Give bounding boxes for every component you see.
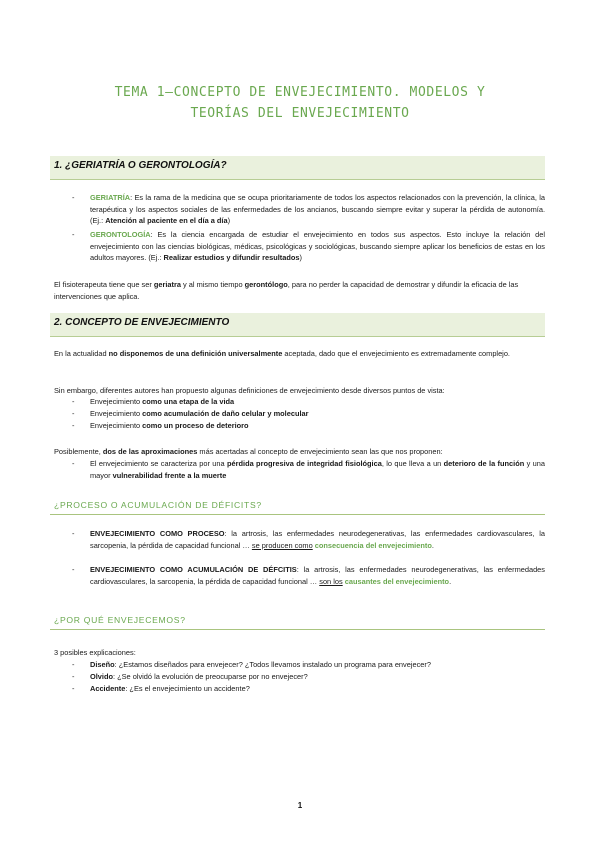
page-title bbox=[60, 82, 540, 124]
section-1-heading-band bbox=[50, 156, 545, 180]
bullet-dash: - bbox=[72, 193, 75, 202]
bullet-dash: - bbox=[72, 459, 75, 468]
bullet-dash: - bbox=[72, 421, 75, 430]
definition-list-item: Envejecimiento como un proceso de deterioro bbox=[90, 421, 249, 430]
bullet-dash: - bbox=[72, 672, 75, 681]
explanation-item: Olvido: ¿Se olvidó la evolución de preocuparse por no envejecer? bbox=[90, 672, 308, 681]
section-2-heading: 2. CONCEPTO DE ENVEJECIMIENTO bbox=[54, 317, 230, 328]
subsection-2-heading: ¿POR QUÉ ENVEJECEMOS? bbox=[54, 615, 186, 625]
accumulation-item: ENVEJECIMIENTO COMO ACUMULACIÓN DE DÉFCITIS: la artrosis, las enfermedades neurodegenerativas, las enfermedades cardiovasculares, la sarcopenia, la pérdida de capacidad funcional … son los causantes del envejecimiento. bbox=[90, 565, 545, 586]
process-item: ENVEJECIMIENTO COMO PROCESO: la artrosis, las enfermedades neurodegenerativas, las enfermedades cardiovasculares, la sarcopenia, la pérdida de capacidad funcional … se producen como consecuencia del envejecimiento. bbox=[90, 529, 545, 550]
bullet-dash: - bbox=[72, 409, 75, 418]
definition-list-item: Envejecimiento como una etapa de la vida bbox=[90, 397, 235, 406]
section-2-paragraph-3: Posiblemente, dos de las aproximaciones más acertadas al concepto de envejecimiento sean las que nos proponen: bbox=[54, 447, 443, 456]
explanation-item: Accidente: ¿Es el envejecimiento un accidente? bbox=[90, 684, 250, 693]
geriatria-term: GERIATRÍA bbox=[90, 193, 131, 202]
subsection-1-heading: ¿PROCESO O ACUMULACIÓN DE DÉFICITS? bbox=[54, 500, 262, 510]
bullet-dash: - bbox=[72, 660, 75, 669]
explanations-intro: 3 posibles explicaciones: bbox=[54, 648, 136, 657]
explanation-item: Diseño: ¿Estamos diseñados para envejecer? ¿Todos llevamos instalado un programa para envejecer? bbox=[90, 660, 431, 669]
bullet-dash: - bbox=[72, 684, 75, 693]
gerontologia-term: GERONTOLOGÍA bbox=[90, 230, 151, 239]
definition-list-item: Envejecimiento como acumulación de daño celular y molecular bbox=[90, 409, 309, 418]
section-2-paragraph-1: En la actualidad no disponemos de una definición universalmente aceptada, dado que el envejecimiento es extremadamente complejo. bbox=[54, 349, 510, 358]
subsection-2-rule bbox=[50, 629, 545, 630]
title-line-1: TEMA 1–CONCEPTO DE ENVEJECIMIENTO. MODELOS Y bbox=[114, 85, 486, 100]
bullet-dash: - bbox=[72, 397, 75, 406]
aging-definition-item: El envejecimiento se caracteriza por una pérdida progresiva de integridad fisiológica, lo que lleva a un deterioro de la función y una mayor vulnerabilidad frente a la muerte bbox=[90, 459, 545, 480]
bullet-dash: - bbox=[72, 565, 75, 574]
subsection-1-rule bbox=[50, 514, 545, 515]
geriatria-example: Atención al paciente en el día a día bbox=[105, 216, 228, 225]
section-1-paragraph: El fisioterapeuta tiene que ser geriatra y al mismo tiempo gerontólogo, para no perder la capacidad de demostrar y difundir la eficacia de las intervenciones que aplica. bbox=[54, 280, 519, 301]
section-1-heading: 1. ¿GERIATRÍA O GERONTOLOGÍA? bbox=[54, 160, 227, 171]
bullet-dash: - bbox=[72, 529, 75, 538]
section-2-heading-band bbox=[50, 313, 545, 337]
title-line-2: TEORÍAS DEL ENVEJECIMIENTO bbox=[190, 106, 410, 121]
gerontologia-example: Realizar estudios y difundir resultados bbox=[163, 253, 300, 262]
section-2-paragraph-2: Sin embargo, diferentes autores han propuesto algunas definiciones de envejecimiento desde diversos puntos de vista: bbox=[54, 386, 445, 395]
gerontologia-item: GERONTOLOGÍA: Es la ciencia encargada de estudiar el envejecimiento en todos sus aspectos. Esto incluye la relación del envejecimiento con las ciencias biológicas, médicas, psicológicas y sociológicas, buscando siempre aplicar los beneficios de estas en los adultos mayores. (Ej.: Realizar estudios y difundir resultados) bbox=[90, 230, 545, 262]
page-number: 1 bbox=[297, 801, 303, 810]
geriatria-item: GERIATRÍA: Es la rama de la medicina que se ocupa prioritariamente de todos los aspectos relacionados con la prevención, la clínica, la terapéutica y los aspectos sociales de las enfermedades de los ancianos, buscando siempre evitar y superar la pérdida de autonomía. (Ej.: Atención al paciente en el día a día) bbox=[90, 193, 545, 225]
bullet-dash: - bbox=[72, 230, 75, 239]
